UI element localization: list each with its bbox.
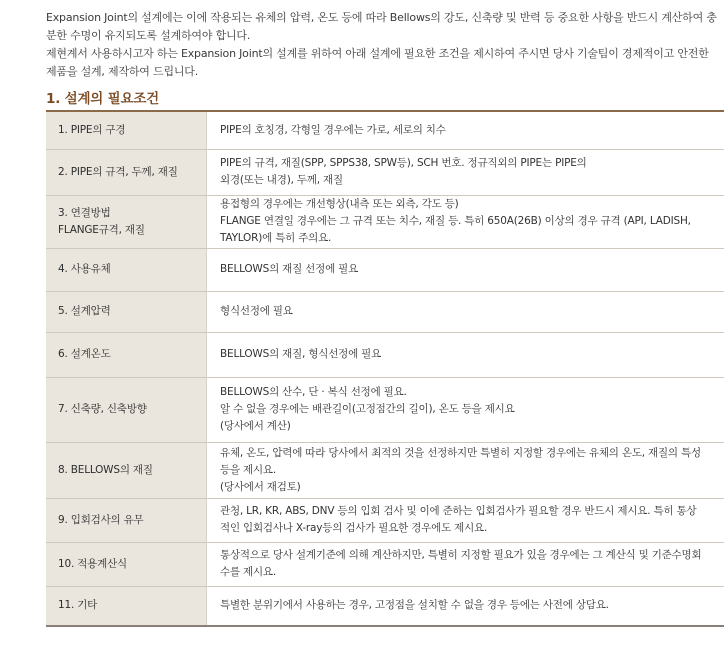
- row-label-line: 6. 설계온도: [58, 348, 111, 360]
- row-label: [46, 112, 207, 149]
- intro-text: [46, 9, 722, 81]
- section-title: 1. 설계의 필요조건: [46, 91, 160, 107]
- table-row: [46, 112, 724, 149]
- row-description-line: 유체, 온도, 압력에 따라 당사에서 최적의 것을 선정하지만 특별히 지정할 경우에는 유체의 온도, 재질의 특성: [220, 446, 701, 459]
- row-description-line: BELLOWS의 재질 선정에 필요: [220, 263, 359, 275]
- row-label-line: 11. 기타: [58, 599, 98, 612]
- row-description: [207, 112, 725, 149]
- row-description-line: 관청, LR, KR, ABS, DNV 등의 입회 검사 및 이에 준하는 입회검사가 필요할 경우 반드시 제시요. 특히 통상: [220, 505, 697, 517]
- row-label: [46, 195, 207, 248]
- row-description: [207, 195, 725, 248]
- row-label-line: 4. 사용유체: [58, 263, 111, 275]
- row-description: [207, 442, 725, 498]
- row-description-line: 용접형의 경우에는 개선형상(내측 또는 외측, 각도 등): [220, 198, 459, 210]
- table-row: [46, 332, 724, 377]
- requirements-table: [46, 112, 724, 627]
- row-description-line: TAYLOR)에 특히 주의요.: [220, 232, 332, 244]
- row-description: [207, 377, 725, 442]
- row-description: [207, 586, 725, 626]
- row-description-line: 형식선정에 필요: [220, 305, 293, 317]
- row-description: [207, 498, 725, 542]
- row-label-line: 10. 적용계산식: [58, 557, 127, 570]
- table-row: [46, 248, 724, 291]
- table-row: [46, 442, 724, 498]
- row-label: [46, 498, 207, 542]
- table-row: [46, 542, 724, 586]
- row-description: [207, 149, 725, 195]
- row-label-line: FLANGE규격, 재질: [58, 223, 145, 236]
- row-description: [207, 542, 725, 586]
- row-description-line: PIPE의 호칭경, 각형일 경우에는 가로, 세로의 치수: [220, 123, 446, 136]
- row-description-line: 통상적으로 당사 설계기준에 의해 계산하지만, 특별히 지정할 필요가 있을 경우에는 그 계산식 및 기준수명회: [220, 549, 702, 561]
- row-label: [46, 248, 207, 291]
- row-description-line: 특별한 분위기에서 사용하는 경우, 고정점을 설치할 수 없을 경우 등에는 사전에 상담요.: [220, 599, 609, 612]
- row-label: [46, 586, 207, 626]
- row-description-line: BELLOWS의 산수, 단 · 복식 선정에 필요.: [220, 386, 407, 398]
- row-description: [207, 248, 725, 291]
- table-row: [46, 149, 724, 195]
- table-row: [46, 377, 724, 442]
- row-description-line: (당사에서 계산): [220, 420, 291, 432]
- row-description-line: 적인 입회검사나 X-ray등의 검사가 필요한 경우에도 제시요.: [220, 522, 488, 534]
- row-label-line: 7. 신축량, 신축방향: [58, 403, 147, 415]
- row-description-line: 수를 제시요.: [220, 566, 276, 578]
- row-label-line: 5. 설계압력: [58, 305, 111, 317]
- table-row: [46, 195, 724, 248]
- row-description-line: PIPE의 규격, 재질(SPP, SPPS38, SPW등), SCH 번호. 정규직외의 PIPE는 PIPE의: [220, 157, 587, 169]
- intro-paragraph-2: 제현계서 사용하시고자 하는 Expansion Joint의 설계를 위하여 아래 설계에 필요한 조건을 제시하여 주시면 당사 기술팀이 경제적이고 안전한 제품을 설계, 제작하여 드립니다.: [46, 47, 709, 78]
- table-row: [46, 586, 724, 626]
- table-row: [46, 291, 724, 332]
- row-description: [207, 332, 725, 377]
- row-description-line: 알 수 없을 경우에는 배관길이(고정점간의 길이), 온도 등을 제시요: [220, 403, 515, 415]
- row-description-line: (당사에서 재검토): [220, 480, 301, 493]
- row-label: [46, 542, 207, 586]
- row-label-line: 3. 연결방법: [58, 206, 111, 219]
- row-label: [46, 442, 207, 498]
- row-description-line: FLANGE 연결일 경우에는 그 규격 또는 치수, 재질 등. 특히 650A(26B) 이상의 경우 규격 (API, LADISH,: [220, 215, 691, 227]
- row-label: [46, 291, 207, 332]
- table-row: [46, 498, 724, 542]
- row-description-line: 외경(또는 내경), 두께, 재질: [220, 174, 343, 186]
- row-label-line: 2. PIPE의 규격, 두께, 재질: [58, 165, 178, 178]
- row-label-line: 1. PIPE의 구경: [58, 123, 126, 136]
- row-label: [46, 149, 207, 195]
- row-label: [46, 377, 207, 442]
- row-label-line: 9. 입회검사의 유무: [58, 513, 144, 526]
- row-description-line: BELLOWS의 재질, 형식선정에 필요: [220, 348, 382, 360]
- intro-paragraph-1: Expansion Joint의 설계에는 이에 작용되는 유체의 압력, 온도 등에 따라 Bellows의 강도, 신축량 및 반력 등 중요한 사항을 반드시 계산하여 충분한 수명이 유지되도록 설계하여야 합니다.: [46, 11, 717, 42]
- row-label: [46, 332, 207, 377]
- row-description: [207, 291, 725, 332]
- row-description-line: 등을 제시요.: [220, 463, 276, 476]
- row-label-line: 8. BELLOWS의 재질: [58, 463, 153, 476]
